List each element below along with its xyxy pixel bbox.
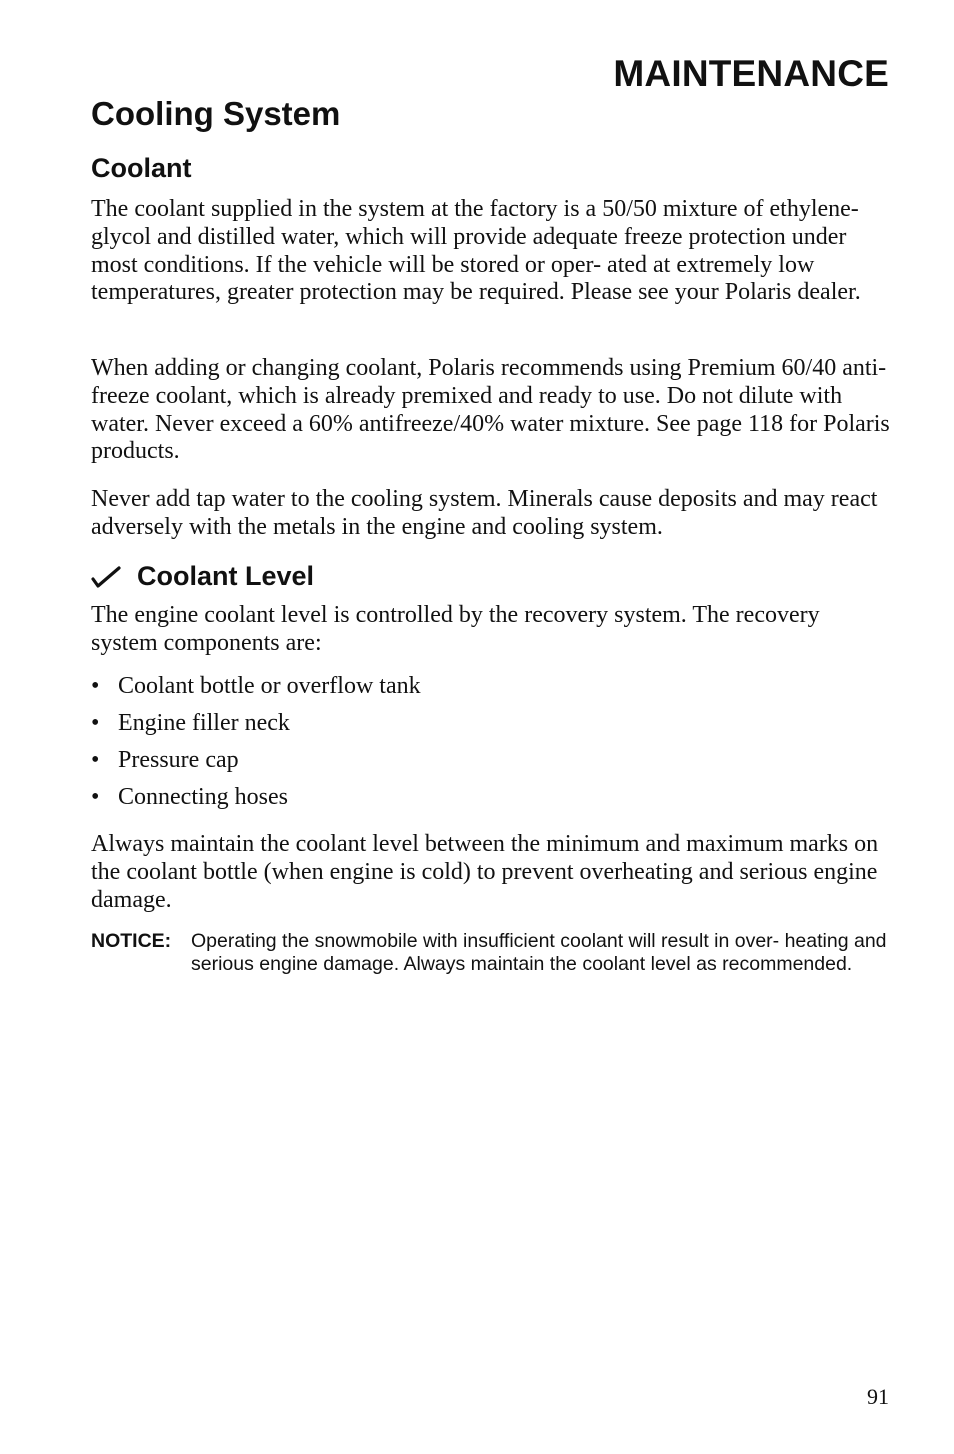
coolant-level-heading <box>91 560 314 592</box>
list-item <box>91 707 421 744</box>
coolant-level-maintain-text: Always maintain the coolant level between the minimum and maximum marks on the coolant bottle (when engine is cold) to prevent overheating and serious engine damage. <box>91 831 879 913</box>
list-item-text: Connecting hoses <box>118 784 288 810</box>
coolant-paragraph-2: When adding or changing coolant, Polaris recommends using Premium 60/40 anti-freeze coolant, which is already premixed and ready to use. Do not dilute with water. Never exceed a 60% antifreeze/40% water mixture. See page 118 for Polaris products. <box>91 355 890 465</box>
bullet-dot: • <box>91 673 100 699</box>
page-title: Cooling System <box>91 95 341 132</box>
bullet-dot: • <box>91 710 100 736</box>
coolant-paragraph-1: The coolant supplied in the system at the factory is a 50/50 mixture of ethylene-glycol and distilled water, which will provide adequate freeze protection under most conditions. If the vehicle will be stored or oper- ated at extremely low temperatures, greater protection may be required. Please see your Polaris dealer. <box>91 196 861 306</box>
list-item <box>91 781 421 818</box>
coolant-paragraph-3: Never add tap water to the cooling system. Minerals cause deposits and may react adversely with the metals in the engine and cooling system. <box>91 486 878 540</box>
list-item-text: Coolant bottle or overflow tank <box>118 673 421 699</box>
checkmark-icon <box>91 564 121 588</box>
bullet-dot: • <box>91 784 100 810</box>
section-header: MAINTENANCE <box>613 53 889 94</box>
notice-text: Operating the snowmobile with insufficient coolant will result in over- heating and serious engine damage. Always maintain the coolant level as recommended. <box>191 930 887 975</box>
list-item-text: Pressure cap <box>118 747 239 773</box>
coolant-level-intro: The engine coolant level is controlled by the recovery system. The recovery system components are: <box>91 602 820 656</box>
notice-label: NOTICE: <box>91 930 172 952</box>
manual-page <box>91 0 889 1454</box>
coolant-level-heading-text: Coolant Level <box>137 561 315 591</box>
list-item <box>91 670 421 707</box>
coolant-heading <box>91 152 192 184</box>
list-item <box>91 744 421 781</box>
page-number: 91 <box>867 1384 889 1409</box>
bullet-dot: • <box>91 747 100 773</box>
recovery-components-list <box>91 670 421 818</box>
coolant-heading-text: Coolant <box>91 153 192 183</box>
list-item-text: Engine filler neck <box>118 710 290 736</box>
